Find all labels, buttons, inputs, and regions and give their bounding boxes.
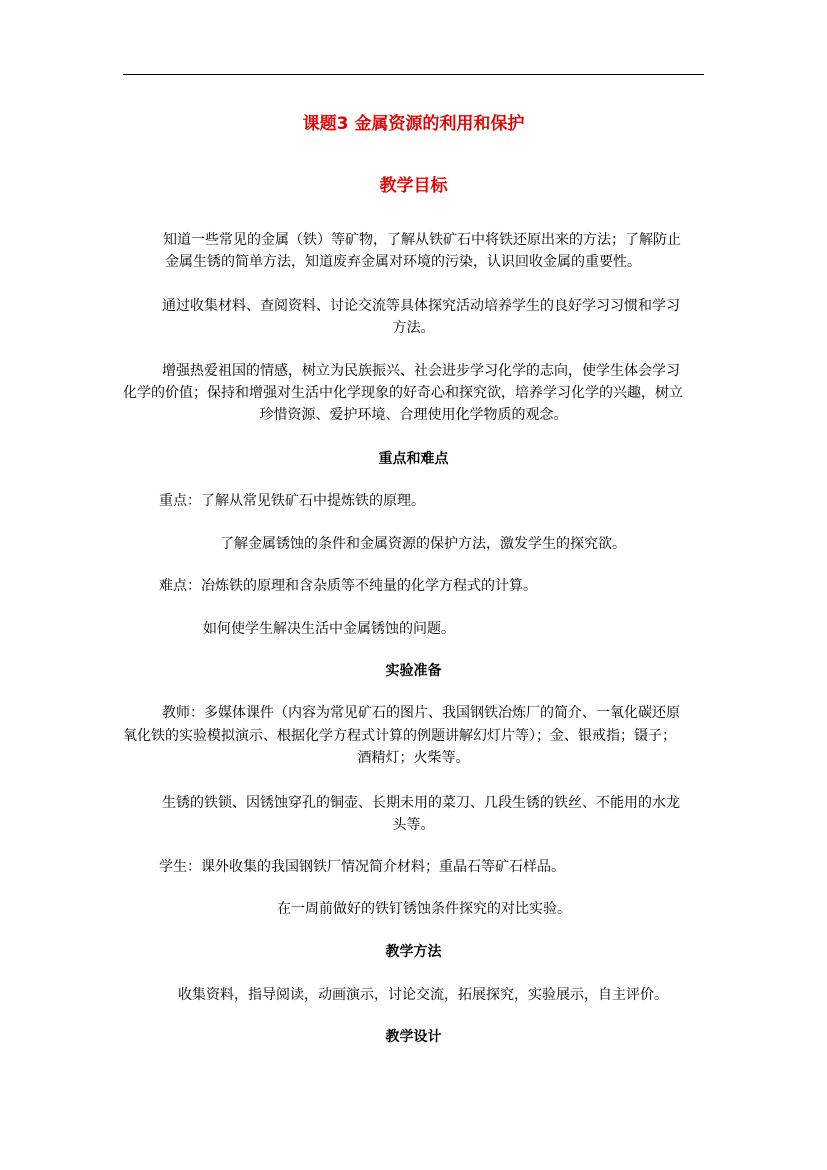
- methods-line: 收集资料，指导阅读，动画演示，讨论交流，拓展探究，实验展示，自主评价。: [178, 987, 668, 1003]
- student-line-2: 在一周前做好的铁钉锈蚀条件探究的对比实验。: [277, 901, 571, 917]
- teacher-line-3: 酒精灯；火柴等。: [357, 750, 470, 766]
- objective-2-line-1: 通过收集材料、查阅资料、讨论交流等具体探究活动培养学生的良好学习习惯和学习: [162, 298, 680, 314]
- objective-3-line-2: 化学的价值；保持和增强对生活中化学现象的好奇心和探究欲，培养学习化学的兴趣，树立: [123, 385, 683, 401]
- objectives-heading: 教学目标: [379, 176, 448, 196]
- keypoint-1: 重点：了解从常见铁矿石中提炼铁的原理。: [159, 493, 425, 509]
- header-rule: [123, 74, 704, 75]
- difficulty-1: 难点：冶炼铁的原理和含杂质等不纯量的化学方程式的计算。: [159, 578, 537, 594]
- keypoints-heading: 重点和难点: [378, 451, 449, 467]
- objective-3-line-3: 珍惜资源、爱护环境、合理使用化学物质的观念。: [259, 407, 568, 423]
- methods-heading: 教学方法: [385, 944, 442, 960]
- objective-1-line-2: 金属生锈的简单方法，知道废弃金属对环境的污染，认识回收金属的重要性。: [165, 254, 641, 270]
- objective-2-line-2: 方法。: [392, 320, 435, 336]
- keypoint-2: 了解金属锈蚀的条件和金属资源的保护方法，激发学生的探究欲。: [220, 536, 626, 552]
- prep-heading: 实验准备: [385, 663, 442, 679]
- student-line: 学生：课外收集的我国钢铁厂情况简介材料；重晶石等矿石样品。: [159, 859, 565, 875]
- teacher-2-line-1: 生锈的铁锁、因锈蚀穿孔的铜壶、长期未用的菜刀、几段生锈的铁丝、不能用的水龙: [162, 795, 680, 811]
- teacher-2-line-2: 头等。: [392, 817, 435, 833]
- objective-3-line-1: 增强热爱祖国的情感，树立为民族振兴、社会进步学习化学的志向，使学生体会学习: [162, 363, 680, 379]
- design-heading: 教学设计: [385, 1029, 442, 1045]
- difficulty-2: 如何使学生解决生活中金属锈蚀的问题。: [203, 621, 455, 637]
- objective-1-line-1: 知道一些常见的金属（铁）等矿物，了解从铁矿石中将铁还原出来的方法；了解防止: [163, 232, 681, 248]
- teacher-line-2: 氧化铁的实验模拟演示、根据化学方程式计算的例题讲解幻灯片等）；金、银戒指；镊子；: [123, 728, 676, 744]
- teacher-line-1: 教师：多媒体课件（内容为常见矿石的图片、我国钢铁冶炼厂的简介、一氧化碳还原: [162, 705, 680, 721]
- document-title: 课题3 金属资源的利用和保护: [302, 114, 525, 134]
